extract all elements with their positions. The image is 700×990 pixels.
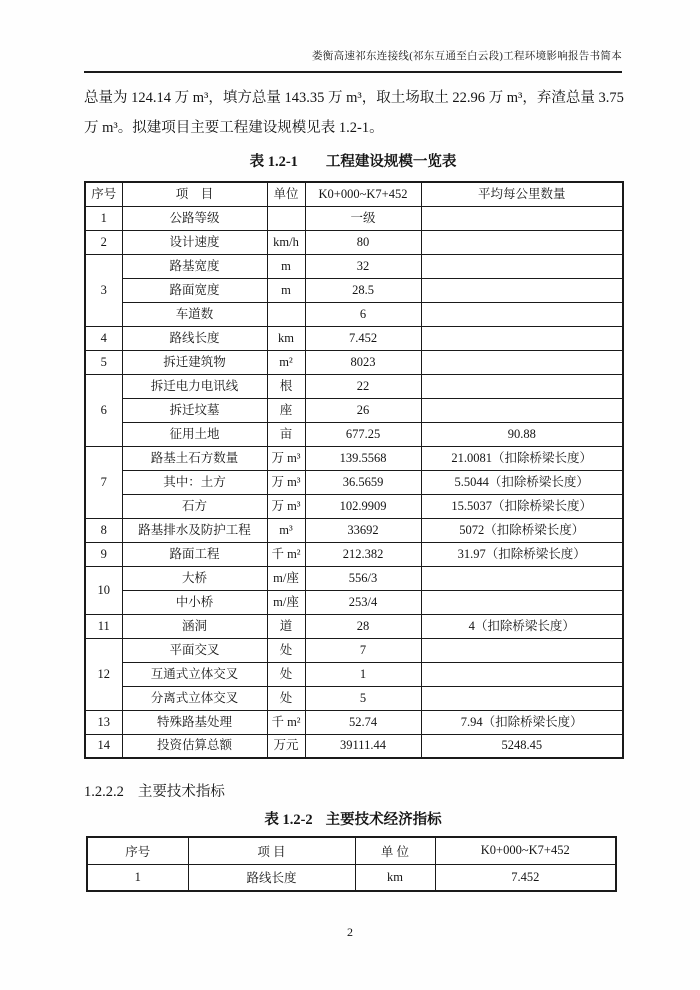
- table1-unit-cell: m: [267, 278, 305, 302]
- table1-avg-cell: [421, 566, 623, 590]
- table1-item-cell: 公路等级: [122, 206, 267, 230]
- table1-unit-cell: 座: [267, 398, 305, 422]
- table1-no-cell: 8: [85, 518, 122, 542]
- table1-header-row: [85, 182, 623, 206]
- table1-unit-cell: 处: [267, 662, 305, 686]
- table2-no-cell: 1: [87, 864, 188, 891]
- table1-value-cell: 102.9909: [305, 494, 421, 518]
- table1-header-cell: 平均每公里数量: [421, 182, 623, 206]
- table2-header-cell: 序号: [87, 837, 188, 864]
- table1-item-cell: 拆迁建筑物: [122, 350, 267, 374]
- table1-unit-cell: 千 m²: [267, 542, 305, 566]
- table1-item-cell: 其中：土方: [122, 470, 267, 494]
- intro-paragraph-line2: 万 m³。拟建项目主要工程建设规模见表 1.2-1。: [84, 120, 384, 136]
- table2-caption-title: 主要技术经济指标: [325, 812, 442, 828]
- table1-value-cell: 139.5568: [305, 446, 421, 470]
- table2-row: [87, 864, 616, 891]
- section-number: 1.2.2.2: [84, 784, 124, 800]
- table1-value-cell: 一级: [305, 206, 421, 230]
- table1-no-cell: 6: [85, 374, 122, 446]
- header-rule: [84, 71, 622, 73]
- table1-unit-cell: 万 m³: [267, 446, 305, 470]
- table1-item-cell: 拆迁坟墓: [122, 398, 267, 422]
- table2-caption: [84, 808, 622, 829]
- table1-caption-title: 工程建设规模一览表: [325, 154, 457, 170]
- table1-row: [85, 206, 623, 230]
- table1-item-cell: 路基排水及防护工程: [122, 518, 267, 542]
- table1-unit-cell: m/座: [267, 590, 305, 614]
- table1-value-cell: 7: [305, 638, 421, 662]
- table1-avg-cell: 5072（扣除桥梁长度）: [421, 518, 623, 542]
- table1-no-cell: 7: [85, 446, 122, 518]
- table1-header-cell: 序号: [85, 182, 122, 206]
- table1-value-cell: 52.74: [305, 710, 421, 734]
- table1-item-cell: 平面交叉: [122, 638, 267, 662]
- table1-no-cell: 10: [85, 566, 122, 614]
- table1-value-cell: 7.452: [305, 326, 421, 350]
- table1-value-cell: 32: [305, 254, 421, 278]
- table1-avg-cell: 7.94（扣除桥梁长度）: [421, 710, 623, 734]
- table1-avg-cell: [421, 326, 623, 350]
- table1-avg-cell: 15.5037（扣除桥梁长度）: [421, 494, 623, 518]
- table1-value-cell: 8023: [305, 350, 421, 374]
- table1-avg-cell: [421, 302, 623, 326]
- table1-item-cell: 车道数: [122, 302, 267, 326]
- table1-unit-cell: 亩: [267, 422, 305, 446]
- table1-item-cell: 互通式立体交叉: [122, 662, 267, 686]
- table1-header-cell: K0+000~K7+452: [305, 182, 421, 206]
- table1-item-cell: 设计速度: [122, 230, 267, 254]
- table1-avg-cell: [421, 398, 623, 422]
- table1-unit-cell: m/座: [267, 566, 305, 590]
- table2-item-cell: 路线长度: [188, 864, 355, 891]
- table1-item-cell: 大桥: [122, 566, 267, 590]
- table1-item-cell: 路基土石方数量: [122, 446, 267, 470]
- table1-value-cell: 5: [305, 686, 421, 710]
- table1-unit-cell: m²: [267, 350, 305, 374]
- table1-no-cell: 9: [85, 542, 122, 566]
- table1-unit-cell: 万 m³: [267, 494, 305, 518]
- table1-avg-cell: [421, 350, 623, 374]
- table1-row: [85, 638, 623, 662]
- table1-avg-cell: [421, 278, 623, 302]
- table1-unit-cell: 万元: [267, 734, 305, 758]
- table1-value-cell: 1: [305, 662, 421, 686]
- intro-paragraph-line1: 总量为 124.14 万 m³，填方总量 143.35 万 m³，取土场取土 22.96 万 m³，弃渣总量 3.75: [84, 90, 624, 106]
- table1-row: [85, 302, 623, 326]
- table1-row: [85, 590, 623, 614]
- page-number: 2: [347, 925, 353, 939]
- table2-unit-cell: km: [355, 864, 435, 891]
- table1-no-cell: 1: [85, 206, 122, 230]
- table1-avg-cell: 31.97（扣除桥梁长度）: [421, 542, 623, 566]
- table1-row: [85, 446, 623, 470]
- table1-row: [85, 518, 623, 542]
- table1-unit-cell: 根: [267, 374, 305, 398]
- table1-value-cell: 39111.44: [305, 734, 421, 758]
- table1-row: [85, 422, 623, 446]
- table1-item-cell: 中小桥: [122, 590, 267, 614]
- table1-item-cell: 征用土地: [122, 422, 267, 446]
- table1-header-cell: 单位: [267, 182, 305, 206]
- table1-unit-cell: km: [267, 326, 305, 350]
- table1-caption: [84, 150, 622, 171]
- table2-header-cell: K0+000~K7+452: [435, 837, 616, 864]
- table1-unit-cell: m³: [267, 518, 305, 542]
- table1-unit-cell: 万 m³: [267, 470, 305, 494]
- table1-row: [85, 278, 623, 302]
- table1-avg-cell: 5.5044（扣除桥梁长度）: [421, 470, 623, 494]
- table1-row: [85, 230, 623, 254]
- table1-unit-cell: [267, 302, 305, 326]
- table1-row: [85, 494, 623, 518]
- table1-item-cell: 路面工程: [122, 542, 267, 566]
- table1-value-cell: 26: [305, 398, 421, 422]
- table1-avg-cell: [421, 254, 623, 278]
- table1-avg-cell: [421, 206, 623, 230]
- table1-unit-cell: 千 m²: [267, 710, 305, 734]
- table1-item-cell: 分离式立体交叉: [122, 686, 267, 710]
- table2-header-cell: 单 位: [355, 837, 435, 864]
- table1-row: [85, 326, 623, 350]
- table1-avg-cell: [421, 686, 623, 710]
- table1-item-cell: 投资估算总额: [122, 734, 267, 758]
- table2-value-cell: 7.452: [435, 864, 616, 891]
- table1-value-cell: 6: [305, 302, 421, 326]
- table1-unit-cell: km/h: [267, 230, 305, 254]
- table1-row: [85, 566, 623, 590]
- table1-avg-cell: 90.88: [421, 422, 623, 446]
- table1-item-cell: 涵洞: [122, 614, 267, 638]
- table1-no-cell: 14: [85, 734, 122, 758]
- table1-value-cell: 33692: [305, 518, 421, 542]
- table1-header-cell: 项 目: [122, 182, 267, 206]
- construction-scale-table: [84, 181, 624, 759]
- table1-no-cell: 3: [85, 254, 122, 326]
- table1-no-cell: 12: [85, 638, 122, 710]
- table1-row: [85, 614, 623, 638]
- table1-row: [85, 710, 623, 734]
- table2-header-row: [87, 837, 616, 864]
- table1-item-cell: 路线长度: [122, 326, 267, 350]
- table1-unit-cell: 处: [267, 638, 305, 662]
- table1-row: [85, 734, 623, 758]
- table1-row: [85, 374, 623, 398]
- table1-unit-cell: [267, 206, 305, 230]
- table1-value-cell: 22: [305, 374, 421, 398]
- table1-item-cell: 特殊路基处理: [122, 710, 267, 734]
- section-heading: [84, 780, 622, 801]
- table1-avg-cell: 4（扣除桥梁长度）: [421, 614, 623, 638]
- table1-value-cell: 80: [305, 230, 421, 254]
- technical-indicators-table: [86, 836, 617, 892]
- table1-item-cell: 拆迁电力电讯线: [122, 374, 267, 398]
- table1-row: [85, 686, 623, 710]
- table1-row: [85, 470, 623, 494]
- table1-item-cell: 石方: [122, 494, 267, 518]
- table1-value-cell: 212.382: [305, 542, 421, 566]
- table1-avg-cell: [421, 230, 623, 254]
- table1-item-cell: 路面宽度: [122, 278, 267, 302]
- table1-row: [85, 662, 623, 686]
- table1-avg-cell: 21.0081（扣除桥梁长度）: [421, 446, 623, 470]
- table1-avg-cell: [421, 374, 623, 398]
- table1-no-cell: 4: [85, 326, 122, 350]
- table1-no-cell: 2: [85, 230, 122, 254]
- table1-value-cell: 28: [305, 614, 421, 638]
- table2-caption-label: 表 1.2-2: [264, 812, 313, 828]
- table1-avg-cell: [421, 638, 623, 662]
- section-title: 主要技术指标: [137, 784, 225, 800]
- table1-value-cell: 36.5659: [305, 470, 421, 494]
- table1-row: [85, 542, 623, 566]
- table2-header-cell: 项 目: [188, 837, 355, 864]
- table1-value-cell: 556/3: [305, 566, 421, 590]
- table1-unit-cell: 处: [267, 686, 305, 710]
- table1-unit-cell: m: [267, 254, 305, 278]
- table1-row: [85, 350, 623, 374]
- table1-value-cell: 677.25: [305, 422, 421, 446]
- table1-no-cell: 13: [85, 710, 122, 734]
- table1-no-cell: 5: [85, 350, 122, 374]
- table1-no-cell: 11: [85, 614, 122, 638]
- running-header: 娄衡高速祁东连接线(祁东互通至白云段)工程环境影响报告书简本: [312, 51, 622, 62]
- table1-unit-cell: 道: [267, 614, 305, 638]
- table1-value-cell: 253/4: [305, 590, 421, 614]
- intro-paragraph: [84, 83, 622, 143]
- table1-caption-label: 表 1.2-1: [249, 154, 298, 170]
- table1-avg-cell: [421, 662, 623, 686]
- table1-item-cell: 路基宽度: [122, 254, 267, 278]
- table1-row: [85, 398, 623, 422]
- table1-value-cell: 28.5: [305, 278, 421, 302]
- table1-avg-cell: [421, 590, 623, 614]
- table1-row: [85, 254, 623, 278]
- table1-avg-cell: 5248.45: [421, 734, 623, 758]
